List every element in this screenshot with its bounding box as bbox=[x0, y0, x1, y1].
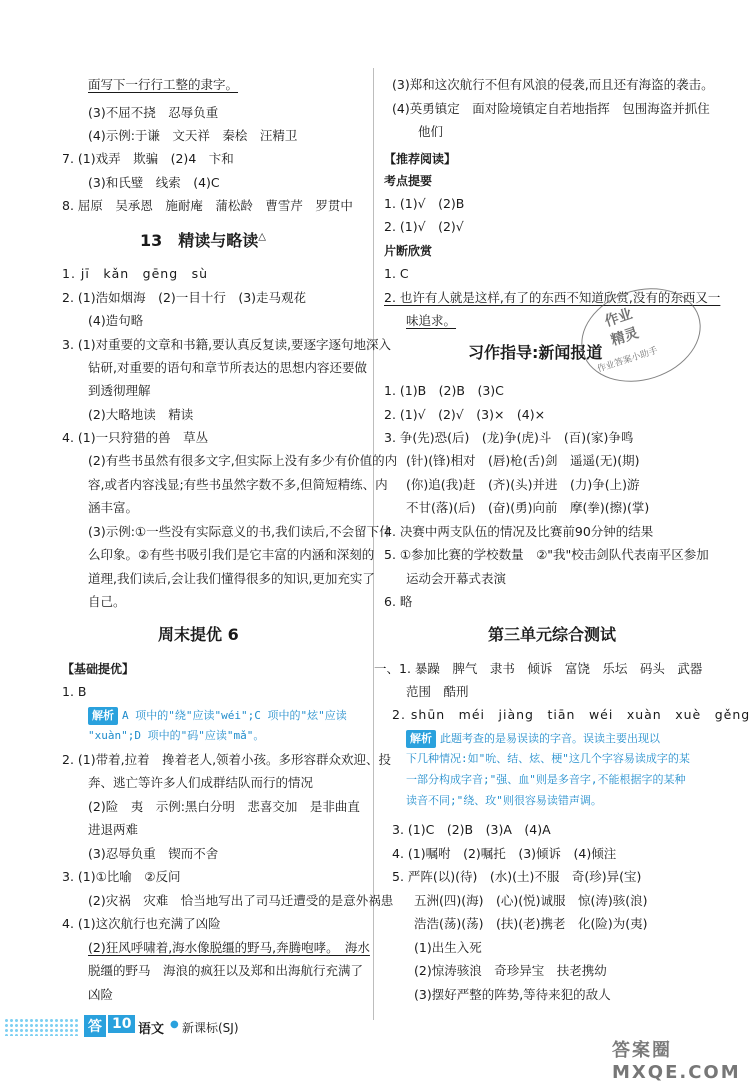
text-line: 2. shūn méi jiàng tiān wéi xuàn xuè gěng bbox=[392, 707, 750, 722]
text-line: 1. (1)√ (2)B bbox=[384, 196, 465, 211]
column-divider bbox=[373, 68, 374, 1020]
text-line: 2. 也许有人就是这样,有了的东西不知道欣赏,没有的东西又一 bbox=[384, 290, 721, 305]
text-line: 涵丰富。 bbox=[88, 500, 139, 515]
text-line: 他们 bbox=[418, 124, 444, 139]
text-line: 6. 略 bbox=[384, 594, 413, 609]
section-tag: 【基础提优】 bbox=[62, 662, 135, 676]
text-line: (3)忍辱负重 锲而不舍 bbox=[88, 846, 219, 861]
text-line: 1. (1)B (2)B (3)C bbox=[384, 383, 504, 398]
subheading: 片断欣赏 bbox=[384, 244, 433, 258]
section-tag: 【推荐阅读】 bbox=[384, 152, 457, 166]
section-title: 习作指导:新闻报道 bbox=[468, 343, 603, 362]
text-line: 面写下一行行工整的隶字。 bbox=[88, 77, 239, 92]
text-line: (3)不屈不挠 忍辱负重 bbox=[88, 105, 219, 120]
text-line: 4. (1)嘱咐 (2)嘱托 (3)倾诉 (4)倾注 bbox=[392, 846, 617, 861]
text-line: 到透彻理解 bbox=[88, 383, 151, 398]
text-line: (4)英勇镇定 面对险境镇定自若地指挥 包围海盗并抓住 bbox=[392, 101, 710, 116]
text-line: 么印象。②有些书吸引我们是它丰富的内涵和深刻的 bbox=[88, 547, 375, 562]
text-line: 2. (1)√ (2)√ (3)× (4)× bbox=[384, 407, 546, 422]
text-line: (3)和氏璧 线索 (4)C bbox=[88, 175, 220, 190]
homework-stamp: 作业 精灵 作业答案小助手 bbox=[569, 273, 713, 396]
text-line: 3. 争(先)恐(后) (龙)争(虎)斗 (百)(家)争鸣 bbox=[384, 430, 634, 445]
text-line: 凶险 bbox=[88, 987, 114, 1002]
text-line: (3)摆好严整的阵势,等待来犯的敌人 bbox=[414, 987, 611, 1002]
analysis-note: 下几种情况:如"吮、结、炫、梗"这几个字容易读成字的某 bbox=[406, 752, 690, 765]
text-line: 浩浩(荡)(荡) (扶)(老)携老 化(险)为(夷) bbox=[414, 916, 648, 931]
analysis-note: 一部分构成字音;"强、血"则是多音字,不能根据字的某种 bbox=[406, 773, 686, 786]
answer-badge: 答 bbox=[84, 1015, 106, 1037]
page-footer bbox=[0, 1014, 372, 1040]
text-line: (你)追(我)赶 (齐)(头)并进 (力)争(上)游 bbox=[406, 477, 640, 492]
text-line: 1. jī kǎn gēng sù bbox=[62, 266, 209, 281]
analysis-badge: 解析 bbox=[406, 730, 436, 748]
text-line: (2)有些书虽然有很多文字,但实际上没有多少有价值的内 bbox=[88, 453, 398, 468]
footer-subject: 语文 bbox=[138, 1022, 165, 1037]
text-line: (2)狂风呼啸着,海水像脱缰的野马,奔腾咆哮。 海水 bbox=[88, 940, 370, 955]
text-line: (2)惊涛骇浪 奇珍异宝 扶老携幼 bbox=[414, 963, 607, 978]
text-line: 8. 屈原 吴承恩 施耐庵 蒲松龄 曹雪芹 罗贯中 bbox=[62, 198, 353, 213]
text-line: 4. (1)这次航行也充满了凶险 bbox=[62, 916, 221, 931]
text-line: 5. 严阵(以)(待) (水)(土)不服 奇(珍)异(宝) bbox=[392, 869, 642, 884]
text-line: (针)(锋)相对 (唇)枪(舌)剑 遥遥(无)(期) bbox=[406, 453, 640, 468]
text-line: 2. (1)带着,拉着 搀着老人,领着小孩。多形容群众欢迎、投 bbox=[62, 752, 392, 767]
text-line: 容,或者内容浅显;有些书虽然字数不多,但简短精练、内 bbox=[88, 477, 388, 492]
section-title: 13 精读与略读△ bbox=[140, 231, 266, 250]
analysis-badge: 解析 bbox=[88, 707, 118, 725]
text-line: 5. ①参加比赛的学校数量 ②"我"校击剑队代表南平区参加 bbox=[384, 547, 709, 562]
text-line: 2. (1)浩如烟海 (2)一目十行 (3)走马观花 bbox=[62, 290, 307, 305]
text-line: 7. (1)戏弄 欺骗 (2)4 卞和 bbox=[62, 151, 234, 166]
text-line: 4. 决赛中两支队伍的情况及比赛前90分钟的结果 bbox=[384, 524, 654, 539]
text-line: 钻研,对重要的语句和章节所表达的思想内容还要做 bbox=[88, 360, 367, 375]
text-line: 味追求。 bbox=[406, 313, 457, 328]
text-line: 3. (1)对重要的文章和书籍,要认真反复读,要逐字逐句地深入 bbox=[62, 337, 392, 352]
text-line: (4)造句略 bbox=[88, 313, 144, 328]
page-number: 10 bbox=[108, 1015, 135, 1033]
text-line: (3)示例:①一些没有实际意义的书,我们读后,不会留下什 bbox=[88, 524, 392, 539]
text-line: (2)险 夷 示例:黑白分明 悲喜交加 是非曲直 bbox=[88, 799, 360, 814]
bullet-icon: ● bbox=[170, 1019, 179, 1030]
text-line: 1. C bbox=[384, 266, 409, 281]
text-line: 不甘(落)(后) (奋)(勇)向前 摩(拳)(擦)(掌) bbox=[406, 500, 650, 515]
text-line: (4)示例:于谦 文天祥 秦桧 汪精卫 bbox=[88, 128, 298, 143]
text-line: 4. (1)一只狩猎的兽 草丛 bbox=[62, 430, 209, 445]
section-title: 第三单元综合测试 bbox=[488, 625, 617, 644]
analysis-note: 读音不同;"绕、玫"则很容易读错声调。 bbox=[406, 794, 602, 807]
text-line: 奔、逃亡等许多人们成群结队而行的情况 bbox=[88, 775, 314, 790]
text-line: 1. B bbox=[62, 684, 87, 699]
text-line: 五洲(四)(海) (心)(悦)诚服 惊(涛)骇(浪) bbox=[414, 893, 648, 908]
analysis-note: 解析 A 项中的"绕"应读"wéi";C 项中的"炫"应读 bbox=[88, 706, 347, 725]
text-line: (2)灾祸 灾难 恰当地写出了司马迁遭受的是意外祸患 bbox=[88, 893, 394, 908]
text-line: 道理,我们读后,会让我们懂得很多的知识,更加充实了 bbox=[88, 571, 375, 586]
text-line: 自己。 bbox=[88, 594, 126, 609]
text-line: 进退两难 bbox=[88, 822, 139, 837]
text-line: 脱缰的野马 海浪的疯狂以及郑和出海航行充满了 bbox=[88, 963, 364, 978]
text-line: (3)郑和这次航行不但有风浪的侵袭,而且还有海盗的袭击。 bbox=[392, 77, 714, 92]
footer-edition: 新课标(SJ) bbox=[182, 1021, 239, 1035]
text-line: (2)大略地读 精读 bbox=[88, 407, 194, 422]
text-line: 范围 酷刑 bbox=[406, 684, 469, 699]
section-title: 周末提优 6 bbox=[158, 625, 239, 644]
text-line: 3. (1)①比喻 ②反问 bbox=[62, 869, 181, 884]
text-line: 2. (1)√ (2)√ bbox=[384, 219, 464, 234]
analysis-note: 解析 此题考查的是易误读的字音。误读主要出现以 bbox=[406, 729, 660, 748]
text-line: 运动会开幕式表演 bbox=[406, 571, 507, 586]
text-line: 一、1. 暴躁 脾气 隶书 倾诉 富饶 乐坛 码头 武器 bbox=[374, 661, 703, 676]
dot-pattern bbox=[4, 1018, 80, 1036]
text-line: 3. (1)C (2)B (3)A (4)A bbox=[392, 822, 551, 837]
watermark: 答案圈 MXQE.COM bbox=[612, 1040, 741, 1083]
subheading: 考点提要 bbox=[384, 174, 433, 188]
analysis-note: "xuàn";D 项中的"码"应读"mǎ"。 bbox=[88, 729, 265, 742]
text-line: (1)出生入死 bbox=[414, 940, 482, 955]
